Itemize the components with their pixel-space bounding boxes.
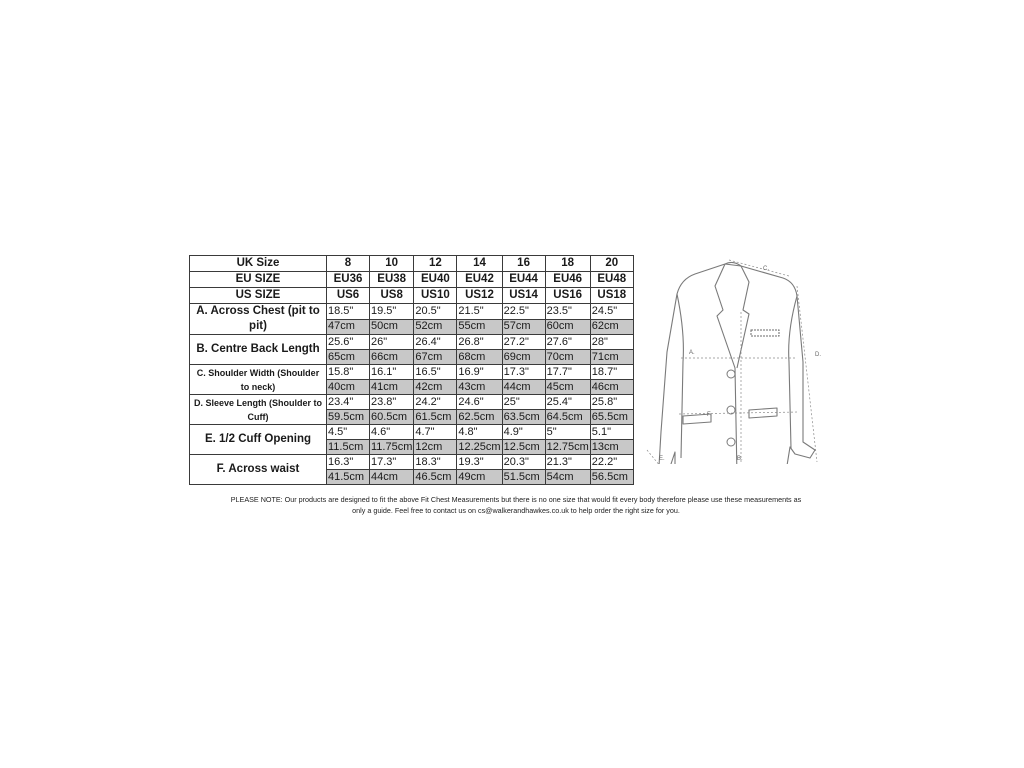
cm-value: 55cm (457, 319, 502, 335)
size-value: EU46 (545, 272, 590, 288)
inch-value: 26.8" (457, 335, 502, 350)
size-value: 20 (590, 256, 633, 272)
cm-value: 12.25cm (458, 440, 501, 453)
cm-value: 41.5cm (327, 470, 370, 485)
inch-value: 21.5" (457, 304, 502, 320)
cm-value: 65.5cm (590, 410, 633, 425)
inch-value: 24.5" (590, 304, 633, 320)
cm-value: 50cm (370, 319, 414, 335)
pocket-square (751, 330, 779, 336)
button-3 (727, 438, 735, 446)
cm-value: 41cm (370, 380, 414, 395)
size-system-label: EU SIZE (190, 272, 327, 288)
inch-value: 26.4" (414, 335, 457, 350)
cm-value: 42cm (414, 380, 457, 395)
inch-value: 24.2" (414, 395, 457, 410)
inch-value: 4.9" (502, 425, 545, 440)
cm-value: 65cm (327, 350, 370, 365)
cm-value: 12cm (414, 440, 457, 455)
inch-value: 19.3" (457, 455, 502, 470)
inch-value: 19.5" (370, 304, 414, 320)
size-value: EU44 (502, 272, 545, 288)
cm-value: 56.5cm (590, 470, 633, 485)
label-d: D. (815, 352, 821, 358)
inch-value: 4.5" (327, 425, 370, 440)
measurement-row-inches (190, 425, 634, 440)
inch-value: 28" (590, 335, 633, 350)
cm-value: 61.5cm (414, 410, 457, 425)
measure-line-d (797, 286, 817, 462)
cm-value: 57cm (502, 319, 545, 335)
inch-value: 17.7" (545, 365, 590, 380)
size-value: 8 (327, 256, 370, 272)
cm-value: 12.75cm (546, 440, 589, 453)
cm-value: 46cm (590, 380, 633, 395)
cm-value: 45cm (545, 380, 590, 395)
measurement-label: F. Across waist (190, 455, 327, 485)
inch-value: 22.5" (502, 304, 545, 320)
inch-value: 21.3" (545, 455, 590, 470)
inch-value: 4.8" (457, 425, 502, 440)
cm-value: 46.5cm (414, 470, 457, 485)
size-system-label: US SIZE (190, 288, 327, 304)
cm-value: 43cm (457, 380, 502, 395)
label-c: C. (763, 266, 769, 272)
size-value: EU48 (590, 272, 633, 288)
inch-value: 17.3" (370, 455, 414, 470)
inch-value: 18.5" (327, 304, 370, 320)
inch-value: 25.8" (590, 395, 633, 410)
inch-value: 26" (370, 335, 414, 350)
cm-value: 60.5cm (370, 410, 414, 425)
measurement-row-inches (190, 455, 634, 470)
inch-value: 5" (545, 425, 590, 440)
cm-value: 11.5cm (327, 440, 370, 455)
size-chart-table (189, 255, 634, 485)
inch-value: 24.6" (457, 395, 502, 410)
jacket-measurement-diagram (645, 252, 835, 464)
cm-value: 52cm (414, 319, 457, 335)
label-b: B. (737, 456, 743, 462)
size-value: 16 (502, 256, 545, 272)
measurement-label: D. Sleeve Length (Shoulder to Cuff) (190, 395, 327, 425)
size-system-label: UK Size (190, 256, 327, 272)
measurement-row-inches (190, 304, 634, 320)
measurement-row-inches (190, 335, 634, 350)
cm-value: 64.5cm (545, 410, 590, 425)
sizing-note (190, 494, 842, 516)
inch-value: 5.1" (590, 425, 633, 440)
inch-value: 25" (502, 395, 545, 410)
jacket-sleeve-seam-left (677, 294, 683, 458)
measurement-label: C. Shoulder Width (Shoulder to neck) (190, 365, 327, 395)
measurement-label: B. Centre Back Length (190, 335, 327, 365)
inch-value: 23.8" (370, 395, 414, 410)
size-value: EU42 (457, 272, 502, 288)
size-value: US12 (457, 288, 502, 304)
cm-value: 62.5cm (457, 410, 502, 425)
inch-value: 4.7" (414, 425, 457, 440)
inch-value: 27.6" (545, 335, 590, 350)
size-value: US18 (590, 288, 633, 304)
label-e: E. (659, 456, 665, 462)
cm-value: 69cm (502, 350, 545, 365)
cm-value: 44cm (502, 380, 545, 395)
size-value: US8 (370, 288, 414, 304)
button-1 (727, 370, 735, 378)
size-value: EU36 (327, 272, 370, 288)
inch-value: 17.3" (502, 365, 545, 380)
cm-value: 11.75cm (371, 440, 413, 453)
cm-value: 51.5cm (502, 470, 545, 485)
size-value: EU38 (370, 272, 414, 288)
inch-value: 20.5" (414, 304, 457, 320)
jacket-outline (659, 264, 815, 464)
cm-value: 59.5cm (327, 410, 370, 425)
cm-value: 47cm (327, 319, 370, 335)
sizing-note-line-2: only a guide. Feel free to contact us on cs@walkerandhawkes.co.uk to help order the right size for you. (352, 506, 680, 515)
inch-value: 16.5" (414, 365, 457, 380)
inch-value: 4.6" (370, 425, 414, 440)
inch-value: 16.1" (370, 365, 414, 380)
size-value: US16 (545, 288, 590, 304)
size-header-row (190, 256, 634, 272)
jacket-lapel-right (737, 266, 749, 368)
cm-value: 70cm (545, 350, 590, 365)
cm-value: 60cm (545, 319, 590, 335)
cm-value: 62cm (590, 319, 633, 335)
measurement-row-inches (190, 365, 634, 380)
cm-value: 13cm (590, 440, 633, 455)
inch-value: 23.5" (545, 304, 590, 320)
sizing-note-line-1: PLEASE NOTE: Our products are designed to fit the above Fit Chest Measurements but there is no one size that would fit every body therefore please use these measurements as (230, 495, 802, 504)
inch-value: 25.6" (327, 335, 370, 350)
cm-value: 63.5cm (502, 410, 545, 425)
inch-value: 25.4" (545, 395, 590, 410)
label-f: F. (707, 412, 712, 418)
cm-value: 68cm (457, 350, 502, 365)
measure-line-f (679, 412, 799, 414)
jacket-sleeve-seam-right (789, 296, 797, 448)
inch-value: 18.3" (414, 455, 457, 470)
measurement-row-inches (190, 395, 634, 410)
size-value: 12 (414, 256, 457, 272)
size-value: US6 (327, 288, 370, 304)
size-value: EU40 (414, 272, 457, 288)
inch-value: 27.2" (502, 335, 545, 350)
cm-value: 12.5cm (502, 440, 545, 455)
inch-value: 15.8" (327, 365, 370, 380)
inch-value: 18.7" (590, 365, 633, 380)
size-value: US14 (502, 288, 545, 304)
size-value: US10 (414, 288, 457, 304)
inch-value: 22.2" (590, 455, 633, 470)
inch-value: 23.4" (327, 395, 370, 410)
measurement-label: E. 1/2 Cuff Opening (190, 425, 327, 455)
cm-value: 49cm (457, 470, 502, 485)
size-header-row (190, 288, 634, 304)
cm-value: 44cm (370, 470, 414, 485)
size-header-row (190, 272, 634, 288)
cm-value: 54cm (545, 470, 590, 485)
size-value: 14 (457, 256, 502, 272)
inch-value: 16.3" (327, 455, 370, 470)
jacket-pocket-right (749, 408, 777, 418)
inch-value: 20.3" (502, 455, 545, 470)
measure-line-c (729, 260, 789, 276)
size-value: 10 (370, 256, 414, 272)
cm-value: 40cm (327, 380, 370, 395)
size-value: 18 (545, 256, 590, 272)
cm-value: 66cm (370, 350, 414, 365)
jacket-lapel-left (715, 264, 737, 464)
cm-value: 71cm (590, 350, 633, 365)
cm-value: 67cm (414, 350, 457, 365)
inch-value: 16.9" (457, 365, 502, 380)
label-a: A. (689, 350, 695, 356)
measurement-label: A. Across Chest (pit to pit) (190, 304, 327, 335)
